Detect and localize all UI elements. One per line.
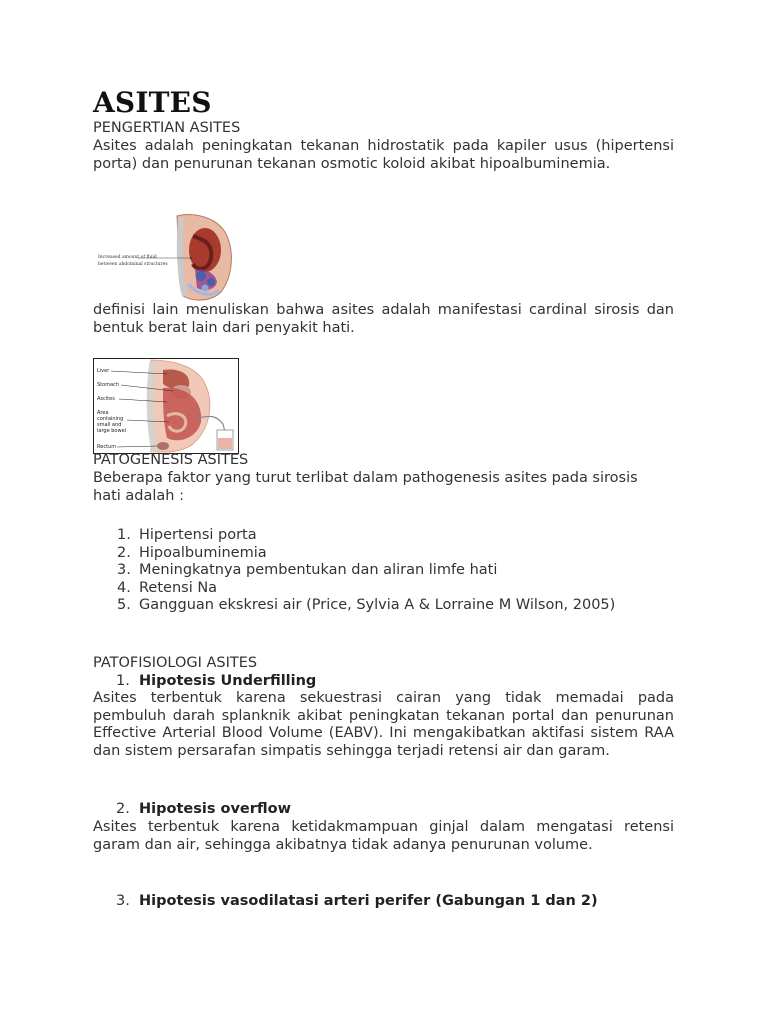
section-heading-patofisiologi: PATOFISIOLOGI ASITES bbox=[93, 655, 258, 671]
abdomen-illustration-image bbox=[93, 210, 243, 302]
section-heading-patogenesis: PATOGENESIS ASITES bbox=[93, 452, 249, 468]
paragraph-patogenesis-intro: Beberapa faktor yang turut terlibat dalam pathogenesis asites pada sirosis hati adalah : bbox=[93, 470, 638, 504]
hypothesis-1-text: Asites terbentuk karena sekuestrasi cairan yang tidak memadai pada pembuluh darah splanknik akibat peningkatan tekanan portal dan penurunan Effective Arterial Blood Volume (EABV). Ini mengakibatkan aktifasi sistem RAA dan sistem persarafan simpatis sehingga terjadi retensi air dan garam. bbox=[93, 690, 674, 759]
label-liver: Liver bbox=[97, 368, 110, 374]
label-area4: large bowel bbox=[97, 428, 127, 434]
list-item: 5. Gangguan ekskresi air (Price, Sylvia A & Lorraine M Wilson, 2005) bbox=[117, 597, 616, 614]
label-ascites: Ascites bbox=[97, 396, 115, 402]
document-page: ASITES PENGERTIAN ASITES Asites adalah peningkatan tekanan hidrostatik pada kapiler usus (hipertensi porta) dan penurunan tekanan osmotic koloid akibat hipoalbuminemia. Increased amount of fluid between abdominal structures definisi lain menuliskan bahwa asites adalah manifestasi cardinal sirosis dan bentuk berat lain dari penyakit hati. Liver Stomach Ascites Area containing small and large bowel Rectum PATOGENESIS ASITES Beberapa faktor yang turut terlibat dalam pathogenesis asites pada sirosis hati adalah : 1. Hipertensi porta 2. Hipoalbuminemia 3. Meningkatnya pembentukan dan aliran limfe hati 4. Retensi Na 5. Gangguan ekskresi air (Price, Sylvia A & Lorraine M Wilson, 2005) PATOFISIOLOGI ASITES 1. Hipotesis Underfilling Asites terbentuk karena sekuestrasi cairan yang tidak memadai pada pembuluh darah splanknik akibat peningkatan tekanan portal dan penurunan Effective Arterial Blood Volume (EABV). Ini mengakibatkan aktifasi sistem RAA dan sistem persarafan simpatis sehingga terjadi retensi air dan garam. 2. Hipotesis overflow Asites terbentuk karena ketidakmampuan ginjal dalam mengatasi retensi garam dan air, sehingga akibatnya tidak adanya penurunan volume. 3. Hipotesis vasodilatasi arteri perifer (Gabungan 1 dan 2) bbox=[93, 86, 674, 909]
ascites-diagram-image bbox=[93, 358, 239, 454]
pathogenesis-factors-list bbox=[93, 527, 615, 615]
hypothesis-2-text: Asites terbentuk karena ketidakmampuan ginjal dalam mengatasi retensi garam dan air, sehingga akibatnya tidak adanya penurunan volume. bbox=[93, 819, 674, 853]
image1-caption-line2: between abdominal structures bbox=[98, 262, 168, 267]
label-area2: containing bbox=[97, 416, 124, 422]
list-item: 2. Hipoalbuminemia bbox=[117, 544, 267, 561]
paragraph-definition: Asites adalah peningkatan tekanan hidrostatik pada kapiler usus (hipertensi porta) dan penurunan tekanan osmotic koloid akibat hipoalbuminemia. bbox=[93, 138, 674, 172]
section-heading-pengertian: PENGERTIAN ASITES bbox=[93, 120, 241, 136]
list-item: 3. Meningkatnya pembentukan dan aliran limfe hati bbox=[117, 562, 498, 579]
label-stomach: Stomach bbox=[97, 382, 120, 388]
label-area1: Area bbox=[97, 410, 109, 416]
page-title: ASITES bbox=[93, 86, 212, 119]
list-item: 4. Retensi Na bbox=[117, 579, 218, 596]
image1-caption-line1: Increased amount of fluid bbox=[98, 255, 157, 260]
label-rectum: Rectum bbox=[97, 444, 117, 450]
label-area3: small and bbox=[97, 422, 122, 428]
paragraph-definition-alt: definisi lain menuliskan bahwa asites adalah manifestasi cardinal sirosis dan bentuk berat lain dari penyakit hati. bbox=[93, 302, 674, 336]
list-item: 1. Hipertensi porta bbox=[117, 527, 257, 543]
